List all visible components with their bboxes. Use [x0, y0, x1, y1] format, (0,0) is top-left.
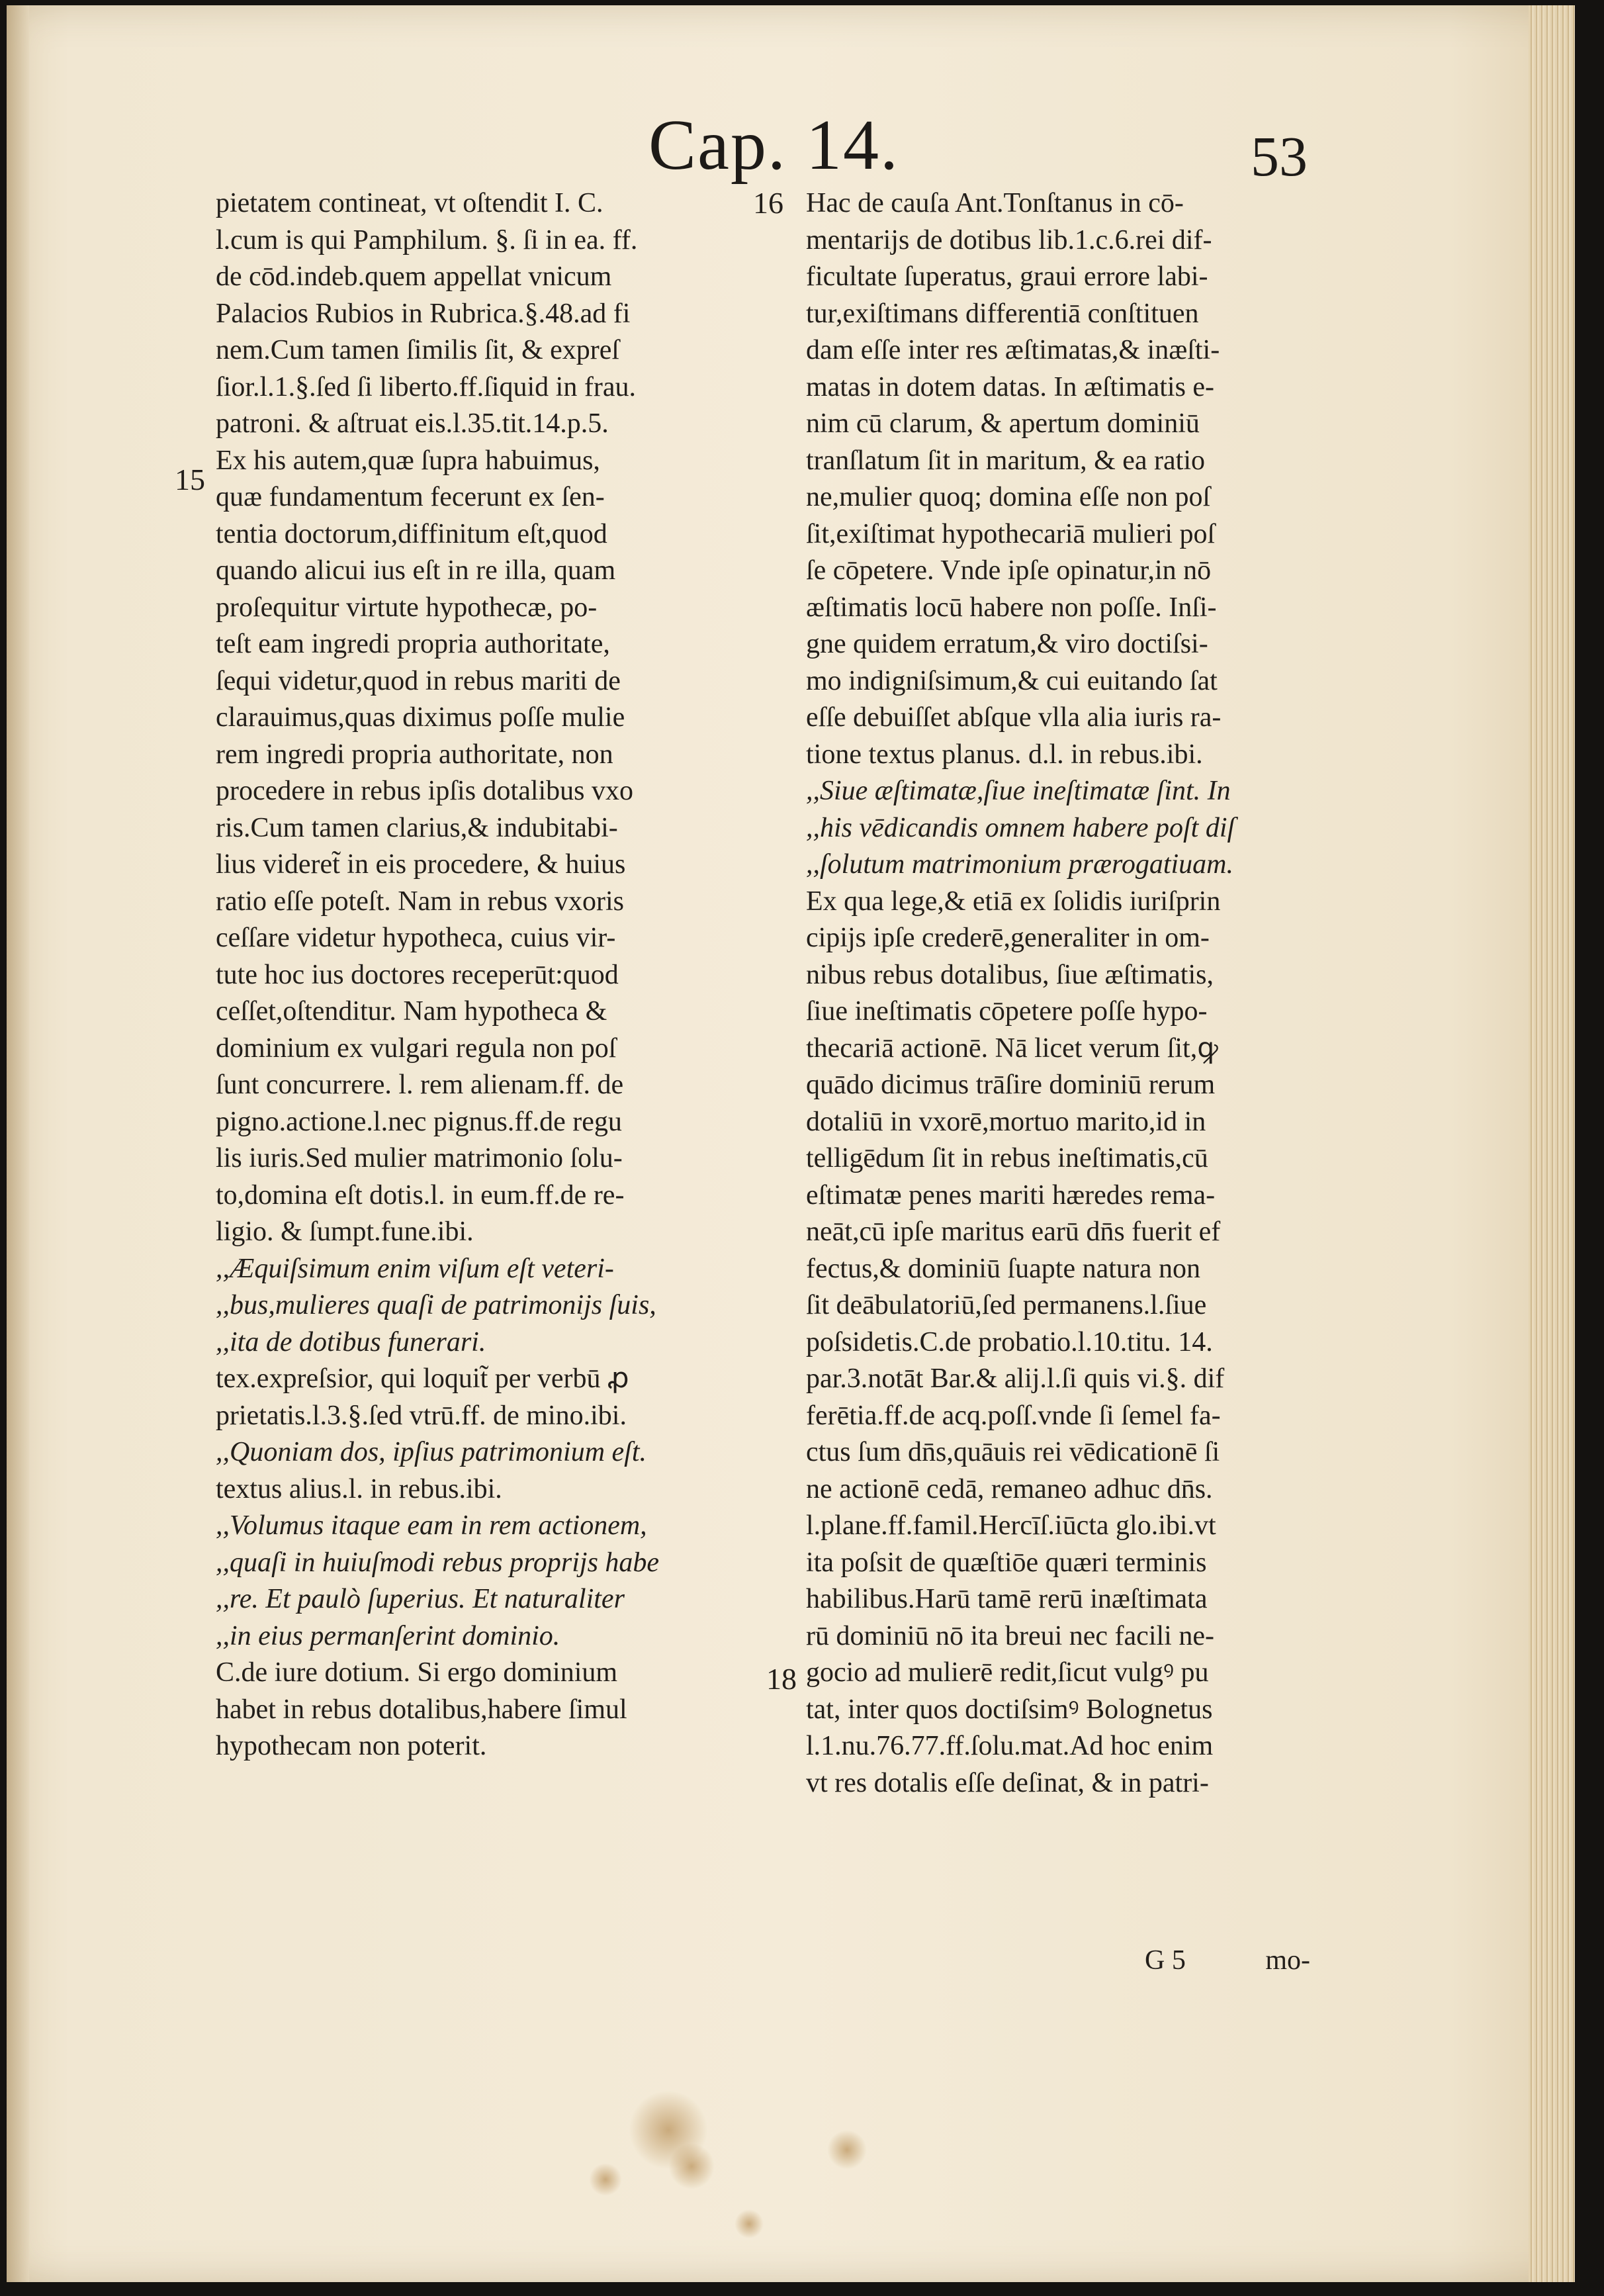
text-line: habet in rebus dotalibus,habere ſimul [216, 1694, 627, 1725]
text-line: ,,in eius permanſerint dominio. [216, 1620, 560, 1651]
text-line: pietatem contineat, vt oſtendit I. C. [216, 188, 603, 218]
text-line: ficultate ſuperatus, graui errore labi- [806, 261, 1208, 292]
text-line: nim cū clarum, & apertum dominiū [806, 408, 1200, 439]
text-line: dam eſſe inter res æſtimatas,& inæſti- [806, 335, 1220, 365]
text-line: nibus rebus dotalibus, ſiue æſtimatis, [806, 959, 1214, 990]
text-line: ,,Æquiſsimum enim viſum eſt veteri- [216, 1253, 614, 1284]
text-line: telligēdum ſit in rebus ineſtimatis,cū [806, 1143, 1208, 1173]
text-line: par.3.notāt Bar.& alij.l.ſi quis vi.§. dif [806, 1363, 1225, 1394]
text-line: ne actionē cedā, remaneo adhuc dn̄s. [806, 1473, 1213, 1504]
text-line: ligio. & ſumpt.fune.ibi. [216, 1217, 474, 1247]
text-line: ne,mulier quoq; domina eſſe non poſ [806, 482, 1211, 512]
margin-number-16: 16 [753, 186, 783, 220]
running-head: Cap. 14. [648, 106, 899, 185]
text-line: gocio ad mulierē redit,ſicut vulgꝰ pu [806, 1657, 1209, 1688]
text-line: ,,his vēdicandis omnem habere poſt diſ [806, 812, 1235, 843]
text-line: Ex qua lege,& etiā ex ſolidis iuriſprin [806, 886, 1221, 917]
book-page [7, 5, 1575, 2282]
text-line: Hac de cauſa Ant.Tonſtanus in cō- [806, 188, 1184, 218]
text-line: ceſſet,oſtenditur. Nam hypotheca & [216, 996, 607, 1027]
text-line: ,,Volumus itaque eam in rem actionem, [216, 1510, 647, 1541]
text-line: de cōd.indeb.quem appellat vnicum [216, 261, 612, 292]
text-line: C.de iure dotium. Si ergo dominium [216, 1657, 618, 1688]
text-line: eſtimatæ penes mariti hæredes rema- [806, 1179, 1216, 1211]
text-line: quādo dicimus trāſire dominiū rerum [806, 1070, 1216, 1100]
text-line: poſsidetis.C.de probatio.l.10.titu. 14. [806, 1326, 1213, 1357]
text-line: ,,Siue æſtimatæ,ſiue ineſtimatæ ſint. In [806, 776, 1231, 806]
foxing-stain [735, 2209, 764, 2238]
text-line: l.cum is qui Pamphilum. §. ſi in ea. ff. [216, 224, 638, 255]
gutter-shadow [7, 5, 29, 2282]
text-line: quando alicui ius eſt in re illa, quam [216, 555, 616, 586]
page-number: 53 [1251, 124, 1308, 188]
text-line: quæ fundamentum fecerunt ex ſen- [216, 482, 605, 512]
text-line: patroni. & aſtruat eis.l.35.tit.14.p.5. [216, 408, 609, 439]
text-line: l.plane.ff.famil.Hercīſ.iūcta glo.ibi.vt [806, 1510, 1216, 1541]
text-line: habilibus.Harū tamē rerū inæſtimata [806, 1584, 1208, 1614]
text-line: ,,Quoniam dos, ipſius patrimonium eſt. [216, 1437, 647, 1467]
text-line: l.1.nu.76.77.ff.ſolu.mat.Ad hoc enim [806, 1731, 1214, 1761]
catchword: mo- [1265, 1945, 1310, 1976]
text-line: procedere in rebus ipſis dotalibus vxo [216, 776, 634, 806]
text-line: ris.Cum tamen clarius,& indubitabi- [216, 812, 618, 843]
text-line: ceſſare videtur hypotheca, cuius vir- [216, 923, 616, 953]
text-line: ,,ita de dotibus funerari. [216, 1326, 486, 1357]
text-line: to,domina eſt dotis.l. in eum.ff.de re- [216, 1179, 625, 1211]
text-line: ,,quaſi in huiuſmodi rebus proprijs habe [216, 1547, 660, 1578]
text-line: tex.expreſsior, qui loquit̃ per verbū ꝓ [216, 1363, 629, 1394]
text-line: rem ingredi propria authoritate, non [216, 739, 613, 770]
right-text-column [806, 185, 1235, 1802]
text-line: lius videret̃ in eis procedere, & huius [216, 849, 626, 880]
text-line: gne quidem erratum,& viro doctiſsi- [806, 629, 1208, 659]
text-line: ſior.l.1.§.ſed ſi liberto.ff.ſiquid in frau. [216, 371, 636, 402]
text-line: proſequitur virtute hypothecæ, po- [216, 592, 598, 623]
catchword-line [1145, 1945, 1310, 1976]
text-line: ferētia.ff.de acq.poſſ.vnde ſi ſemel fa- [806, 1400, 1221, 1431]
text-line: ſit deābulatoriū,ſed permanens.l.ſiue [806, 1290, 1207, 1320]
left-text-column [216, 185, 659, 1765]
page-fore-edge [1529, 5, 1575, 2282]
text-line: vt res dotalis eſſe deſinat, & in patri- [806, 1767, 1209, 1798]
text-line: tione textus planus. d.l. in rebus.ibi. [806, 739, 1203, 770]
text-line: clarauimus,quas diximus poſſe mulie [216, 702, 625, 733]
foxing-stain [668, 2143, 715, 2189]
text-line: matas in dotem datas. In æſtimatis e- [806, 371, 1215, 402]
text-line: rū dominiū nō ita breui nec facili ne- [806, 1620, 1214, 1651]
text-line: ſit,exiſtimat hypothecariā mulieri poſ [806, 518, 1216, 549]
text-line: thecariā actionē. Nā licet verum ſit,ꝙ [806, 1033, 1218, 1064]
text-line: dominium ex vulgari regula non poſ [216, 1033, 617, 1064]
foxing-stain [827, 2130, 867, 2170]
text-line: Ex his autem,quæ ſupra habuimus, [216, 445, 600, 476]
text-line: ita poſsit de quæſtiōe quæri terminis [806, 1547, 1207, 1578]
text-line: tranſlatum ſit in maritum, & ea ratio [806, 445, 1206, 476]
text-line: tentia doctorum,diffinitum eſt,quod [216, 518, 607, 549]
text-line: teſt eam ingredi propria authoritate, [216, 629, 610, 659]
text-line: eſſe debuiſſet abſque vlla alia iuris ra- [806, 702, 1222, 733]
text-line: prietatis.l.3.§.ſed vtrū.ff. de mino.ibi. [216, 1400, 627, 1431]
text-line: ſunt concurrere. l. rem alienam.ff. de [216, 1070, 624, 1100]
text-line: ſiue ineſtimatis cōpetere poſſe hypo- [806, 996, 1208, 1027]
foxing-stain [589, 2163, 622, 2196]
text-line: textus alius.l. in rebus.ibi. [216, 1473, 502, 1504]
text-line: tur,exiſtimans differentiā conſtituen [806, 298, 1199, 329]
margin-number-15: 15 [175, 463, 205, 496]
text-line: lis iuris.Sed mulier matrimonio ſolu- [216, 1143, 623, 1173]
text-line: cipijs ipſe crederē,generaliter in om- [806, 923, 1210, 953]
text-line: ,,bus,mulieres quaſi de patrimonijs ſuis, [216, 1290, 656, 1320]
text-line: ctus ſum dn̄s,quāuis rei vēdicationē ſi [806, 1437, 1220, 1467]
text-line: ſe cōpetere. Vnde ipſe opinatur,in nō [806, 555, 1212, 586]
text-line: nem.Cum tamen ſimilis ſit, & expreſ [216, 335, 620, 365]
margin-number-18: 18 [766, 1662, 797, 1696]
text-line: mentarijs de dotibus lib.1.c.6.rei dif- [806, 224, 1212, 255]
text-line: ,,re. Et paulò ſuperius. Et naturaliter [216, 1584, 625, 1614]
text-line: hypothecam non poterit. [216, 1731, 487, 1761]
text-line: ſequi videtur,quod in rebus mariti de [216, 665, 621, 696]
signature-mark: G 5 [1145, 1945, 1186, 1976]
text-line: fectus,& dominiū ſuapte natura non [806, 1253, 1201, 1284]
text-line: pigno.actione.l.nec pignus.ff.de regu [216, 1106, 622, 1137]
text-line: dotaliū in vxorē,mortuo marito,id in [806, 1106, 1206, 1137]
text-line: Palacios Rubios in Rubrica.§.48.ad fi [216, 298, 631, 329]
text-line: mo indigniſsimum,& cui euitando ſat [806, 665, 1218, 696]
text-line: æſtimatis locū habere non poſſe. Inſi- [806, 592, 1217, 623]
text-line: tute hoc ius doctores receperūt:quod [216, 959, 619, 990]
text-line: ratio eſſe poteſt. Nam in rebus vxoris [216, 886, 625, 917]
text-line: neāt,cū ipſe maritus earū dn̄s fuerit ef [806, 1217, 1221, 1247]
text-line: tat, inter quos doctiſsimꝰ Bolognetus [806, 1694, 1213, 1725]
text-line: ,,ſolutum matrimonium prærogatiuam. [806, 849, 1233, 880]
